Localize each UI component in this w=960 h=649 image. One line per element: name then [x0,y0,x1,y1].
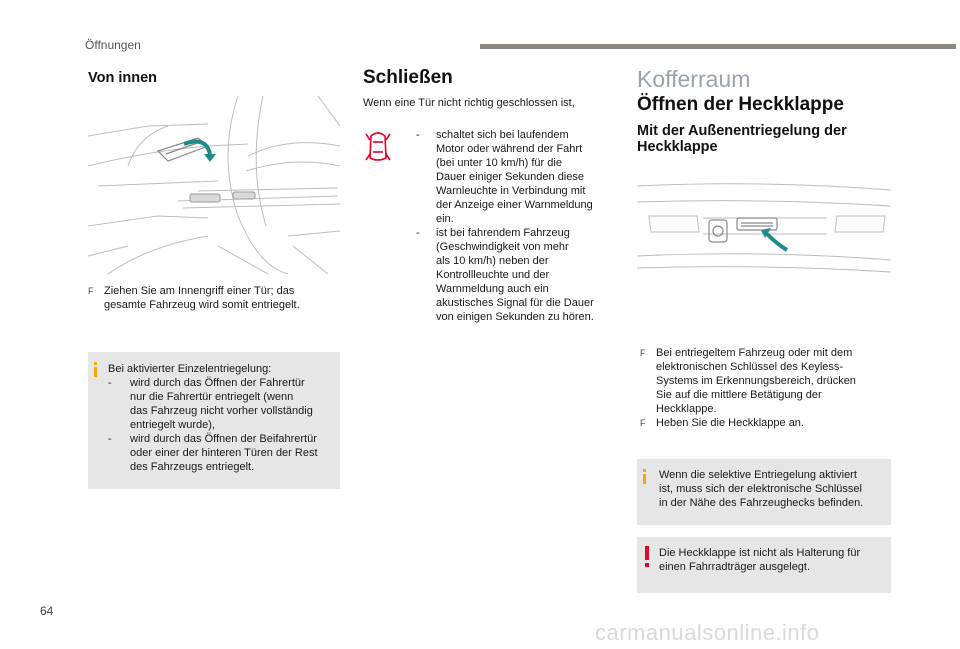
info-box-selective-unlock: Wenn die selektive Entriegelung aktiviert ist, muss sich der elektronische Schlüssel in der Nähe des Fahrzeughecks befinden. [637,459,891,525]
schliessen-intro: Wenn eine Tür nicht richtig geschlossen ist, [363,97,575,109]
subheading-aussenentriegelung: Mit der Außenentriegelung der Heckklappe [637,123,847,155]
header-rule [480,44,956,49]
schliessen-list: - schaltet sich bei laufendem Motor oder während der Fahrt (bei unter 10 km/h) für die Dauer einiger Sekunden diese Warnleuchte in Verbindung mit der Anzeige einer Warnmeldung ein. - ist bei fahrendem Fahrzeug (Geschwindigkeit von mehr als 10 km/h) neben der Kontrollleuchte und der Warnmeldung auch ein akustisches Signal für die Dauer von einigen Sekunden zu hören. [416,129,594,323]
title-kofferraum: Kofferraum [637,66,751,92]
door-handle-illustration [88,96,340,274]
bullet-open-inside: F Ziehen Sie am Innengriff einer Tür; das gesamte Fahrzeug wird somit entriegelt. [88,285,300,311]
section-label: Öffnungen [85,38,141,52]
info-box-single-unlock: Bei aktivierter Einzelentriegelung: - wird durch das Öffnen der Fahrertür nur die Fahrertür entriegelt (wenn das Fahrzeug nicht vorher vollständig entriegelt wurde), - wird durch das Öffnen der Beifahrertür oder einer der hinteren Türen der Rest des Fahrzeugs entriegelt. [88,352,340,489]
warning-box-bike-carrier: Die Heckklappe ist nicht als Halterung für einen Fahrradträger ausgelegt. [637,537,891,593]
page-number: 64 [40,604,54,618]
info-icon [643,469,646,472]
heading-schliessen: Schließen [363,67,453,88]
door-open-warning-icon [365,128,391,166]
bullet-marker: F [88,286,94,296]
tailgate-illustration [637,176,891,276]
warning-icon [645,546,649,560]
heading-von-innen: Von innen [88,70,158,86]
info-icon [94,362,97,365]
watermark: carmanualsonline.info [595,620,820,645]
heading-heckklappe: Öffnen der Heckklappe [637,94,844,115]
heckklappe-steps: F Bei entriegeltem Fahrzeug oder mit dem elektronischen Schlüssel des Keyless- Systems im Erkennungsbereich, drücken Sie auf die mittlere Betätigung der Heckklappe. F Heben Sie die Heckklappe an. [640,347,856,429]
